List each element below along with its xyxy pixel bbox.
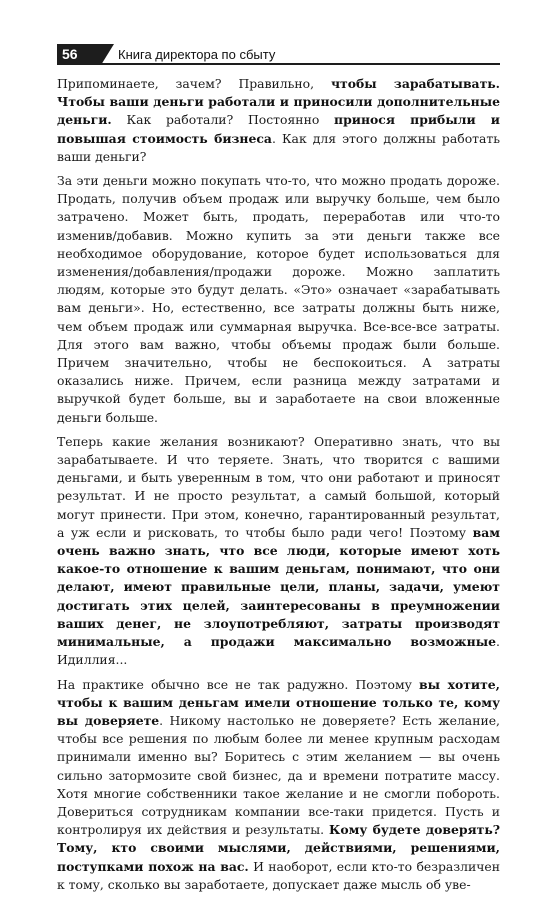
text-run: Припоминаете, зачем? Правильно, xyxy=(57,76,331,91)
text-run: . Как для этого должны работать ваши деньги? xyxy=(57,130,501,164)
text-run: За эти деньги можно покупать что-то, что можно продать дороже. Продать, получив объем продаж или выручку больше, чем было затрачено. Может быть, продать, переработав или что-то изменив/добавив. Можно купить за эти деньги также все необходимое оборудование, которое будет использоваться для изменения/добавления/продажи дороже. Можно заплатить людям, которые это будут делать. «Это» означает «зарабатывать вам деньги». Но, естественно, все затраты должны быть ниже, чем объем продаж или суммарная выручка. Все-все-все затраты. Для этого вам важно, чтобы объемы продаж были больше. Причем значительно, чтобы не беспокоиться. А затраты оказались ниже. Причем, если разница между затратами и выручкой будет больше, вы и заработаете на свои вложенные деньги больше. xyxy=(57,173,500,425)
running-head-title: Книга директора по сбыту xyxy=(118,47,276,62)
text-run: Как работали? Постоянно xyxy=(111,112,335,128)
bold-text: вам очень важно знать, что все люди, которые имеют хоть какое-то отношение к вашим деньгам, понимают, что они делают, имеют правильные цели, планы, задачи, умеют достигать этих целей, заинтересованы в преумножении ваших денег, не злоупотребляют, затраты производят минимальные, а продажи максимально возможные xyxy=(57,524,500,650)
bold-text: вы хотите, чтобы к вашим деньгам имели отношение только те, кому вы доверяете xyxy=(57,676,500,728)
bold-text: Кому будете доверять? Тому, кто своими мыслями, действиями, решениями, поступками похож на вас. xyxy=(57,822,501,874)
page-number: 56 xyxy=(57,44,101,65)
header-rule xyxy=(101,63,500,65)
text-run: И наоборот, если кто-то безразличен к тому, сколько вы заработаете, допускает даже мысль об уве- xyxy=(57,858,500,892)
bold-text: принося прибыли и повышая стоимость бизнеса xyxy=(57,112,500,146)
paragraph xyxy=(57,676,500,894)
paragraph xyxy=(57,172,500,427)
text-run: Теперь какие желания возникают? Оперативно знать, что вы зарабатываете. И что теряете. Знать, что творится с вашими деньгами, и быть уверенным в том, что они работают и приносят результат. И не просто результат, а самый большой, который могут принести. При этом, конечно, гарантированный результат, а уж если и рисковать, то чтобы было ради чего! Поэтому xyxy=(57,433,500,540)
bold-text: чтобы зарабатывать. Чтобы ваши деньги работали и приносили дополнительные деньги. xyxy=(57,76,500,128)
text-run: . Никому настолько не доверяете? Есть желание, чтобы все решения по любым более ли менее крупным расходам принимали именно вы? Боритесь с этим желанием — вы очень сильно затормозите свой бизнес, да и времени потратите массу. Хотя многие собственники такое желание и не смогли побороть. Довериться сотрудникам компании все-таки придется. Пусть и контролируя их действия и результаты. xyxy=(57,712,500,838)
page-header xyxy=(57,44,500,65)
text-run: На практике обычно все не так радужно. Поэтому xyxy=(57,676,420,692)
paragraph xyxy=(57,433,500,670)
paragraph xyxy=(57,75,500,166)
body-text xyxy=(57,75,500,900)
text-run: . Идиллия... xyxy=(57,634,500,668)
